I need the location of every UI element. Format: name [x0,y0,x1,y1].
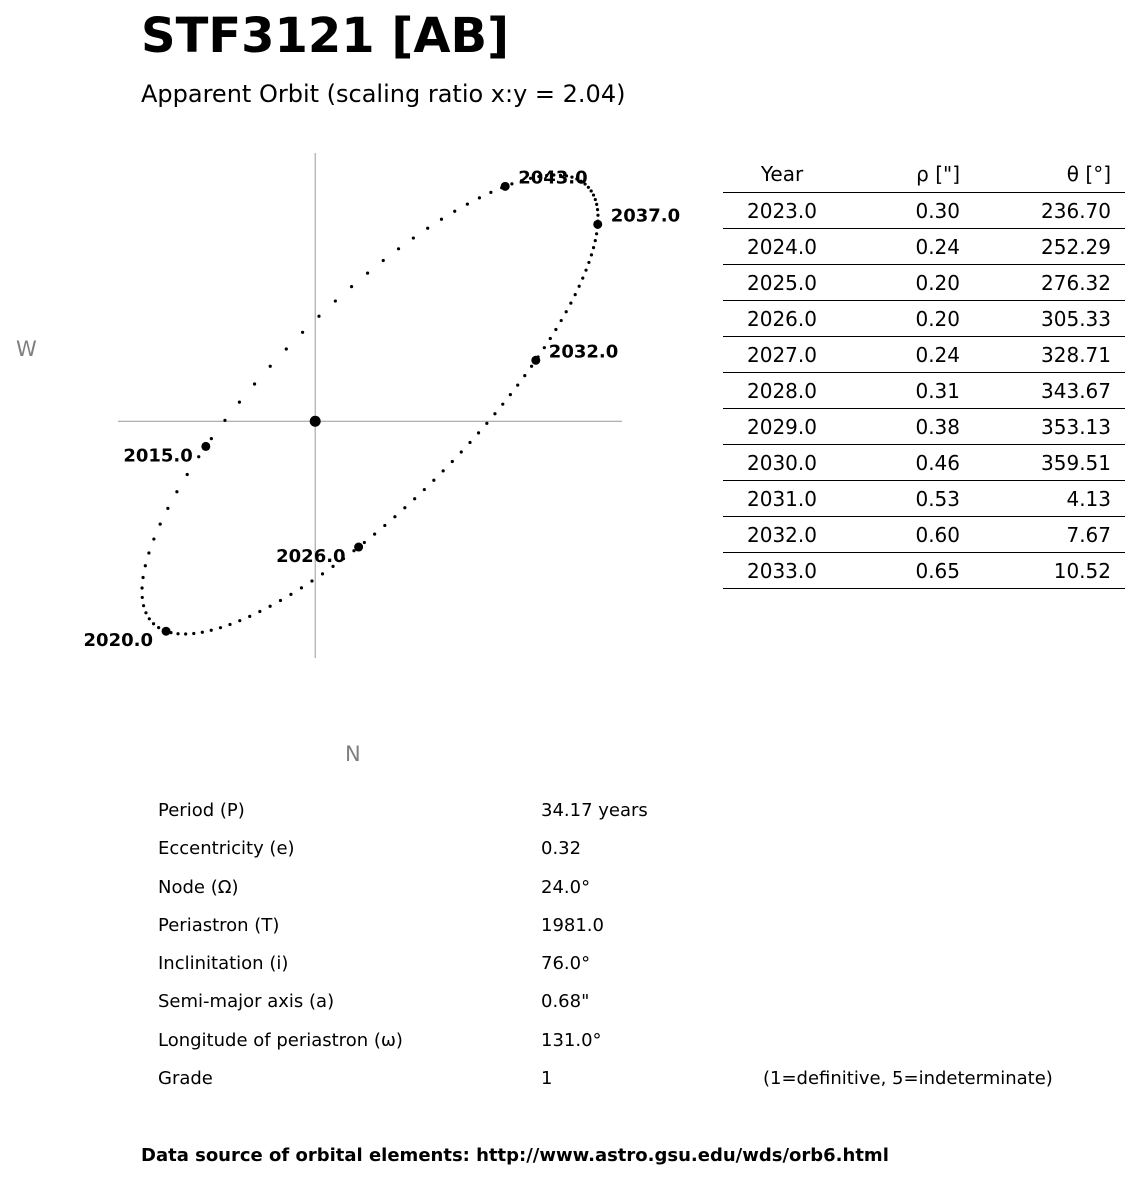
orbit-dot [175,490,178,493]
epoch-marker [162,627,171,636]
table-row [723,445,1125,481]
table-header-rho: ρ ["] [841,156,974,193]
table-row [723,481,1125,517]
orbit-dot [493,412,496,415]
element-label: Grade [158,1068,213,1090]
orbit-dot [584,269,587,272]
orbit-dot [592,246,595,249]
table-cell-theta: 252.29 [974,229,1125,265]
orbit-dot [253,382,256,385]
orbit-dot [248,615,251,618]
orbit-dot [301,331,304,334]
table-cell-year: 2025.0 [723,265,841,301]
orbit-dot [523,374,526,377]
orbit-dot [413,497,416,500]
orbit-dot [373,532,376,535]
table-cell-theta: 353.13 [974,409,1125,445]
orbit-dot [460,450,463,453]
table-cell-rho: 0.30 [841,193,974,229]
table-row [723,265,1125,301]
table-cell-year: 2024.0 [723,229,841,265]
orbit-dot [569,302,572,305]
epoch-label: 2020.0 [83,630,153,652]
table-cell-year: 2032.0 [723,517,841,553]
table-cell-rho: 0.46 [841,445,974,481]
orbit-dot [581,277,584,280]
epoch-marker [501,182,510,191]
table-cell-theta: 359.51 [974,445,1125,481]
orbit-dot [141,576,144,579]
table-cell-theta: 276.32 [974,265,1125,301]
orbit-dot [219,626,222,629]
ephemeris-table [723,156,1125,589]
table-cell-year: 2033.0 [723,553,841,589]
orbit-dot [201,631,204,634]
table-header-year: Year [723,156,841,193]
element-value: 0.68" [541,991,590,1013]
orbit-dot [144,564,147,567]
table-cell-year: 2023.0 [723,193,841,229]
table-cell-rho: 0.53 [841,481,974,517]
orbit-dot [279,599,282,602]
orbit-dot [451,460,454,463]
primary-star [310,416,321,427]
orbit-dot [350,285,353,288]
table-cell-year: 2031.0 [723,481,841,517]
orbit-dot [269,605,272,608]
orbit-dot [285,347,288,350]
orbit-dot [592,193,595,196]
table-row [723,229,1125,265]
orbit-dot [594,198,597,201]
orbit-dot [317,315,320,318]
orbit-dot [560,319,563,322]
orbit-dot [432,479,435,482]
table-cell-rho: 0.38 [841,409,974,445]
table-header-theta: θ [°] [974,156,1125,193]
epoch-label: 2037.0 [610,205,681,227]
orbit-dot [157,626,160,629]
table-row [723,553,1125,589]
orbit-dot [510,182,513,185]
orbit-dot [140,586,143,589]
orbit-dot [393,515,396,518]
chart-title: STF3121 [AB] [141,8,510,64]
compass-north-label: N [345,742,361,766]
orbit-dot [238,619,241,622]
orbit-dot [468,441,471,444]
orbit-dot [501,403,504,406]
orbit-dot [516,384,519,387]
orbit-dot [426,227,429,230]
element-value: 0.32 [541,838,582,860]
table-row [723,517,1125,553]
orbit-dot [223,419,226,422]
orbit-dot [453,210,456,213]
orbit-dot [440,218,443,221]
orbit-dot [269,365,272,368]
orbit-dot [300,586,303,589]
table-cell-rho: 0.24 [841,337,974,373]
table-row [723,193,1125,229]
orbit-dot [310,579,313,582]
element-label: Period (P) [158,800,245,821]
orbit-dot [382,259,385,262]
orbit-dot [477,431,480,434]
orbit-dot [403,506,406,509]
orbit-dot [321,572,324,575]
table-cell-theta: 10.52 [974,553,1125,589]
table-cell-theta: 236.70 [974,193,1125,229]
orbit-dot [595,232,598,235]
orbit-dot [442,469,445,472]
element-value: 131.0° [541,1029,602,1051]
table-cell-rho: 0.31 [841,373,974,409]
table-cell-year: 2027.0 [723,337,841,373]
orbit-dot [258,610,261,613]
element-label: Node (Ω) [158,876,239,898]
table-row [723,409,1125,445]
orbit-dot [184,632,187,635]
epoch-marker [354,543,363,552]
table-cell-theta: 328.71 [974,337,1125,373]
table-cell-year: 2029.0 [723,409,841,445]
orbit-dot [530,365,533,368]
orbit-dot [509,393,512,396]
orbit-dot [554,328,557,331]
orbit-dot [466,203,469,206]
orbit-dot [565,310,568,313]
table-row [723,337,1125,373]
orbit-dot [578,285,581,288]
data-source-note: Data source of orbital elements: http://www.astro.gsu.edu/wds/orb6.html [141,1145,889,1166]
orbit-dot [363,541,366,544]
compass-west-label: W [16,337,37,361]
orbit-dot [596,208,599,211]
table-row [723,373,1125,409]
element-label: Eccentricity (e) [158,838,295,860]
table-cell-theta: 305.33 [974,301,1125,337]
element-value: 76.0° [541,953,591,975]
orbit-dot [210,629,213,632]
orbit-dot [289,593,292,596]
table-header-row [723,156,1125,193]
orbit-dot [210,437,213,440]
epoch-marker [593,220,602,229]
orbit-dot [489,191,492,194]
orbit-dot [148,617,151,620]
element-label: Periastron (T) [158,914,280,936]
orbit-dot [423,488,426,491]
orbit-dot [366,272,369,275]
orbit-dot [141,596,144,599]
orbit-dot [594,239,597,242]
table-cell-rho: 0.65 [841,553,974,589]
orbit-dot [574,293,577,296]
table-cell-year: 2026.0 [723,301,841,337]
table-cell-rho: 0.20 [841,301,974,337]
element-label: Inclinitation (i) [158,953,289,975]
epoch-marker [531,356,540,365]
table-cell-year: 2030.0 [723,445,841,481]
orbit-dot [159,523,162,526]
element-value: 24.0° [541,876,591,898]
orbit-dot [383,524,386,527]
orbit-dot [397,247,400,250]
chart-subtitle: Apparent Orbit (scaling ratio x:y = 2.04) [141,80,626,108]
orbit-dot [192,632,195,635]
element-label: Longitude of periastron (ω) [158,1029,403,1051]
epoch-label: 2026.0 [276,546,346,567]
orbit-dot [587,261,590,264]
orbit-dot [176,632,179,635]
table-cell-rho: 0.20 [841,265,974,301]
table-cell-theta: 343.67 [974,373,1125,409]
table-cell-rho: 0.24 [841,229,974,265]
orbit-dot [478,196,481,199]
table-cell-theta: 7.67 [974,517,1125,553]
table-cell-theta: 4.13 [974,481,1125,517]
orbit-plot [0,140,700,740]
orbit-dot [152,622,155,625]
epoch-label: 2043.0 [518,167,588,189]
orbit-dot [144,611,147,614]
epoch-marker [201,442,210,451]
orbit-dot [238,401,241,404]
orbit-dot [549,337,552,340]
orbit-dot [186,473,189,476]
element-value: 34.17 years [541,800,648,821]
orbit-dot [152,537,155,540]
epoch-label: 2015.0 [123,445,193,467]
orbit-dot [197,455,200,458]
orbit-dot [228,623,231,626]
element-value: 1981.0 [541,914,604,936]
epoch-label: 2032.0 [548,341,619,363]
orbit-dot [147,551,150,554]
orbit-dot [485,422,488,425]
table-row [723,301,1125,337]
orbit-dot [590,253,593,256]
orbit-dot [412,236,415,239]
element-value: 1 [541,1068,553,1090]
element-note: (1=definitive, 5=indeterminate) [763,1068,1053,1090]
table-cell-year: 2028.0 [723,373,841,409]
orbit-dot [596,214,599,217]
orbit-dot [595,203,598,206]
orbit-dot [166,507,169,510]
orbit-dot [334,299,337,302]
orbit-dot [590,189,593,192]
table-cell-rho: 0.60 [841,517,974,553]
element-label: Semi-major axis (a) [158,991,335,1013]
orbit-dot [543,346,546,349]
orbit-dot [142,604,145,607]
